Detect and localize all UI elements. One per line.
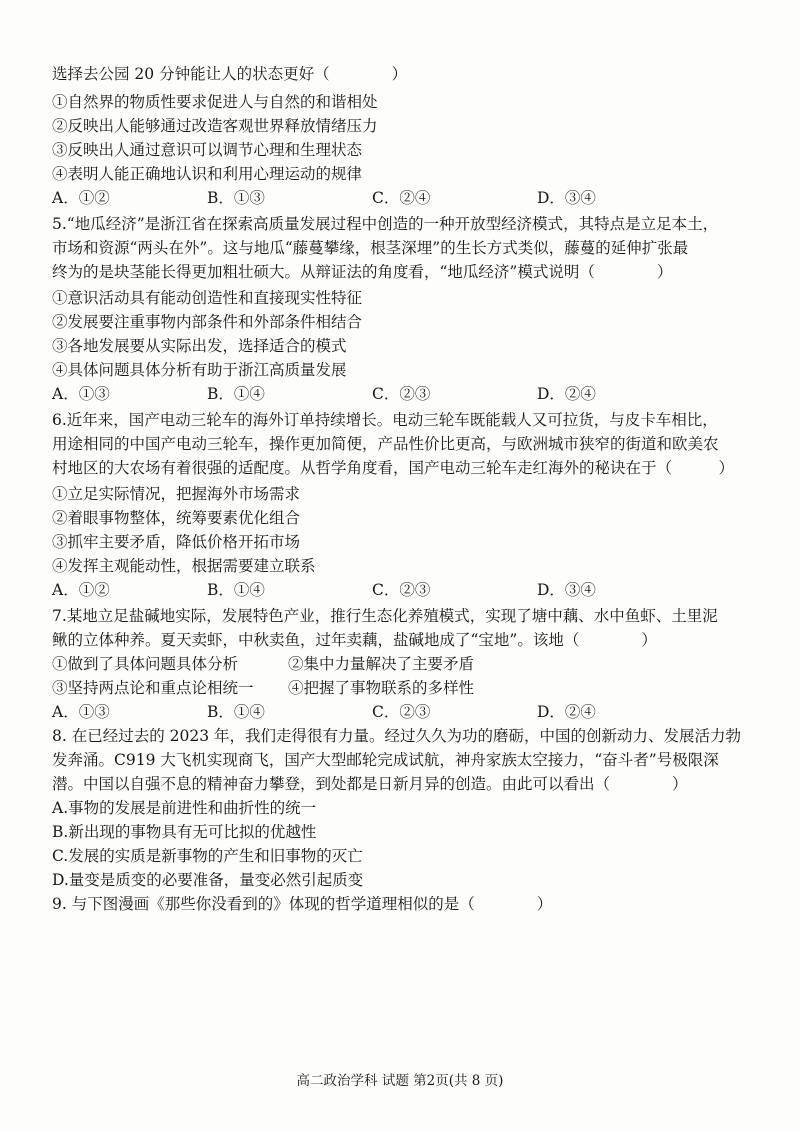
- q4-option-b[interactable]: B．①③: [207, 189, 265, 207]
- q4-option-c[interactable]: C．②④: [372, 189, 431, 207]
- q6-option-d[interactable]: D．③④: [537, 581, 596, 599]
- q8-stem-line-1: 8. 在已经过去的 2023 年，我们走得很有力量。经过久久为功的磨砺，中国的创新动力、发展活力勃: [52, 727, 742, 745]
- q7-item-1: ①做到了具体问题具体分析: [52, 655, 239, 673]
- q9-stem: 9. 与下图漫画《那些你没看到的》体现的哲学道理相似的是（ ）: [52, 895, 553, 913]
- q5-options: [52, 382, 772, 406]
- q5-option-c[interactable]: C．②③: [372, 385, 431, 403]
- q7-options: [52, 700, 772, 724]
- q8-stem-line-3: 潜。中国以自强不息的精神奋力攀登，到处都是日新月异的创造。由此可以看出（ ）: [52, 775, 688, 793]
- q6-item-4: ④发挥主观能动性，根据需要建立联系: [52, 557, 316, 575]
- page-footer: 高二政治学科 试题 第2页(共 8 页): [296, 1073, 504, 1089]
- q5-item-4: ④具体问题具体分析有助于浙江高质量发展: [52, 361, 347, 379]
- q8-option-a[interactable]: A.事物的发展是前进性和曲折性的统一: [52, 799, 317, 817]
- q5-stem-line-1: 5.“地瓜经济”是浙江省在探索高质量发展过程中创造的一种开放型经济模式，其特点是立足本土，: [52, 215, 719, 233]
- q4-item-4: ④表明人能正确地认识和利用心理运动的规律: [52, 165, 363, 183]
- q8-option-d[interactable]: D.量变是质变的必要准备，量变必然引起质变: [52, 871, 364, 889]
- q7-option-b[interactable]: B．①④: [207, 703, 265, 721]
- q6-stem-line-2: 用途相同的中国产电动三轮车，操作更加简便，产品性价比更高，与欧洲城市狭窄的街道和欧美农: [52, 435, 719, 453]
- q6-item-2: ②着眼事物整体，统筹要素优化组合: [52, 509, 301, 527]
- q6-stem-line-3: 村地区的大农场有着很强的适配度。从哲学角度看，国产电动三轮车走红海外的秘诀在于（ ）: [52, 459, 735, 477]
- q6-option-a[interactable]: A．①②: [52, 581, 110, 599]
- q5-option-a[interactable]: A．①③: [52, 385, 110, 403]
- q7-item-3: ③坚持两点论和重点论相统一: [52, 679, 254, 697]
- q5-item-1: ①意识活动具有能动创造性和直接现实性特征: [52, 289, 363, 307]
- q6-item-1: ①立足实际情况，把握海外市场需求: [52, 485, 301, 503]
- q4-item-3: ③反映出人通过意识可以调节心理和生理状态: [52, 141, 363, 159]
- q7-item-4: ④把握了事物联系的多样性: [288, 679, 475, 697]
- q4-option-d[interactable]: D．③④: [537, 189, 596, 207]
- q5-item-2: ②发展要注重事物内部条件和外部条件相结合: [52, 313, 363, 331]
- q7-option-a[interactable]: A．①③: [52, 703, 110, 721]
- q8-stem-line-2: 发奔涌。C919 大飞机实现商飞，国产大型邮轮完成试航，神舟家族太空接力，“奋斗者”号极限深: [52, 751, 719, 769]
- q6-options: [52, 578, 772, 602]
- q5-option-d[interactable]: D．②④: [537, 385, 596, 403]
- q7-option-d[interactable]: D．②④: [537, 703, 596, 721]
- q4-item-1: ①自然界的物质性要求促进人与自然的和谐相处: [52, 93, 378, 111]
- q8-option-c[interactable]: C.发展的实质是新事物的产生和旧事物的灭亡: [52, 847, 363, 865]
- q5-option-b[interactable]: B．①④: [207, 385, 265, 403]
- q6-item-3: ③抓牢主要矛盾，降低价格开拓市场: [52, 533, 301, 551]
- q7-items-row-2: [52, 676, 772, 700]
- q4-option-a[interactable]: A．①②: [52, 189, 110, 207]
- q5-stem-line-2: 市场和资源“两头在外”。这与地瓜“藤蔓攀缘，根茎深埋”的生长方式类似，藤蔓的延伸扩张最: [52, 239, 689, 257]
- q5-item-3: ③各地发展要从实际出发，选择适合的模式: [52, 337, 347, 355]
- q7-option-c[interactable]: C．②③: [372, 703, 431, 721]
- q4-stem: 选择去公园 20 分钟能让人的状态更好（ ）: [52, 65, 408, 83]
- q6-option-c[interactable]: C．②③: [372, 581, 431, 599]
- q6-option-b[interactable]: B．①④: [207, 581, 265, 599]
- q4-options: [52, 186, 772, 210]
- q5-stem-line-3: 终为的是块茎能长得更加粗壮硕大。从辩证法的角度看，“地瓜经济”模式说明（ ）: [52, 263, 673, 281]
- q4-item-2: ②反映出人能够通过改造客观世界释放情绪压力: [52, 117, 378, 135]
- q7-stem-line-1: 7.某地立足盐碱地实际，发展特色产业，推行生态化养殖模式，实现了塘中藕、水中鱼虾、土里泥: [52, 607, 718, 625]
- q7-item-2: ②集中力量解决了主要矛盾: [288, 655, 475, 673]
- q7-stem-line-2: 鳅的立体种养。夏天卖虾，中秋卖鱼，过年卖藕，盐碱地成了“宝地”。该地（ ）: [52, 631, 657, 649]
- q8-option-b[interactable]: B.新出现的事物具有无可比拟的优越性: [52, 823, 317, 841]
- q6-stem-line-1: 6.近年来，国产电动三轮车的海外订单持续增长。电动三轮车既能载人又可拉货，与皮卡车相比，: [52, 411, 718, 429]
- q7-items-row-1: [52, 652, 772, 676]
